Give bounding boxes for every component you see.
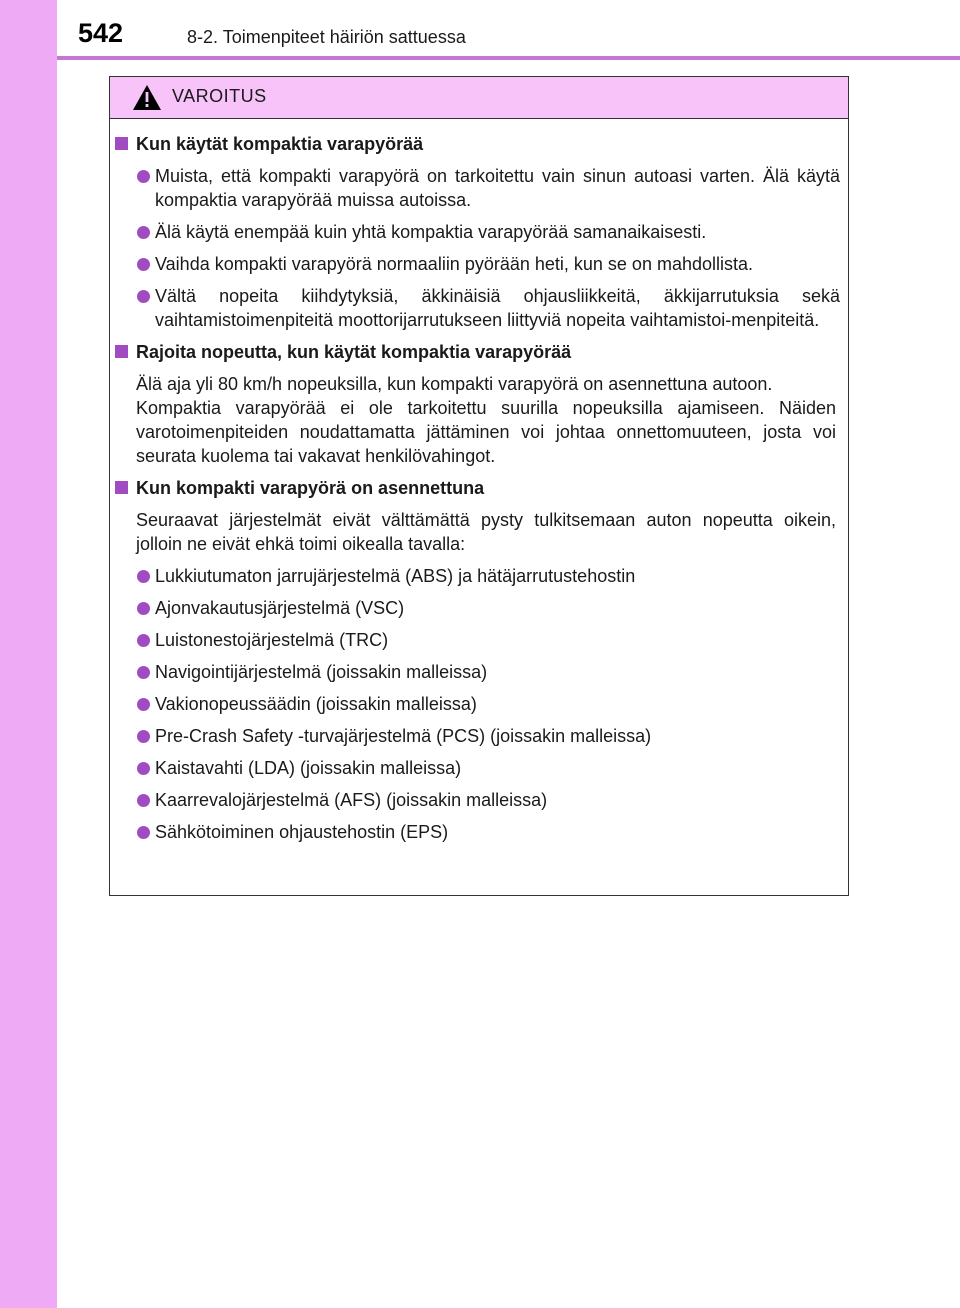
list-item: Älä käytä enempää kuin yhtä kompaktia varapyörää samanaikaisesti. xyxy=(110,220,850,244)
list-item: Pre-Crash Safety -turvajärjestelmä (PCS) (joissakin malleissa) xyxy=(110,724,850,748)
circle-bullet-icon xyxy=(137,666,150,679)
circle-bullet-icon xyxy=(137,794,150,807)
list-item: Vältä nopeita kiihdytyksiä, äkkinäisiä ohjausliikkeitä, äkkijarrutuksia sekä vaihtamistoimenpiteitä moottorijarrutukseen liittyviä nopeita vaihtamistoi-menpiteitä. xyxy=(110,284,850,332)
list-item: Vakionopeussäädin (joissakin malleissa) xyxy=(110,692,850,716)
warning-box xyxy=(109,76,849,896)
circle-bullet-icon xyxy=(137,762,150,775)
circle-bullet-icon xyxy=(137,170,150,183)
section-heading: Kun käytät kompaktia varapyörää xyxy=(110,132,850,156)
list-item: Sähkötoiminen ohjaustehostin (EPS) xyxy=(110,820,850,844)
list-item: Luistonestojärjestelmä (TRC) xyxy=(110,628,850,652)
circle-bullet-icon xyxy=(137,634,150,647)
side-strip xyxy=(0,0,57,1308)
section-installed-spare xyxy=(110,476,850,844)
circle-bullet-icon xyxy=(137,570,150,583)
list-item: Navigointijärjestelmä (joissakin malleissa) xyxy=(110,660,850,684)
list-item: Kaarrevalojärjestelmä (AFS) (joissakin malleissa) xyxy=(110,788,850,812)
section-heading: Kun kompakti varapyörä on asennettuna xyxy=(110,476,850,500)
circle-bullet-icon xyxy=(137,290,150,303)
list-item: Ajonvakautusjärjestelmä (VSC) xyxy=(110,596,850,620)
warning-content xyxy=(110,132,850,852)
paragraph-line: Älä aja yli 80 km/h nopeuksilla, kun kompakti varapyörä on asennettuna autoon. xyxy=(136,374,773,394)
square-bullet-icon xyxy=(115,137,128,150)
list-item: Muista, että kompakti varapyörä on tarkoitettu vain sinun autoasi varten. Älä käytä kompaktia varapyörää muissa autoissa. xyxy=(110,164,850,212)
warning-triangle-icon xyxy=(132,84,162,111)
list-item: Lukkiutumaton jarrujärjestelmä (ABS) ja hätäjarrutustehostin xyxy=(110,564,850,588)
section-speed-limit xyxy=(110,340,850,468)
square-bullet-icon xyxy=(115,345,128,358)
section-paragraph: Seuraavat järjestelmät eivät välttämättä pysty tulkitsemaan auton nopeutta oikein, jolloin ne eivät ehkä toimi oikealla tavalla: xyxy=(136,510,836,554)
warning-label: VAROITUS xyxy=(172,86,267,106)
warning-header xyxy=(110,77,848,119)
circle-bullet-icon xyxy=(137,602,150,615)
square-bullet-icon xyxy=(115,481,128,494)
section-heading: Rajoita nopeutta, kun käytät kompaktia varapyörää xyxy=(110,340,850,364)
circle-bullet-icon xyxy=(137,826,150,839)
header-divider xyxy=(57,56,960,60)
section-paragraph xyxy=(110,372,850,468)
list-item: Kaistavahti (LDA) (joissakin malleissa) xyxy=(110,756,850,780)
circle-bullet-icon xyxy=(137,258,150,271)
circle-bullet-icon xyxy=(137,698,150,711)
section-title: 8-2. Toimenpiteet häiriön sattuessa xyxy=(187,27,466,47)
paragraph-line: Kompaktia varapyörää ei ole tarkoitettu suurilla nopeuksilla ajamiseen. Näiden varotoimenpiteiden noudattamatta jättäminen voi johtaa onnettomuuteen, josta voi seurata kuolema tai vakavat henkilövahingot. xyxy=(136,398,836,466)
section-compact-spare-use xyxy=(110,132,850,332)
list-item: Vaihda kompakti varapyörä normaaliin pyörään heti, kun se on mahdollista. xyxy=(110,252,850,276)
circle-bullet-icon xyxy=(137,730,150,743)
circle-bullet-icon xyxy=(137,226,150,239)
page-number: 542 xyxy=(78,18,124,48)
